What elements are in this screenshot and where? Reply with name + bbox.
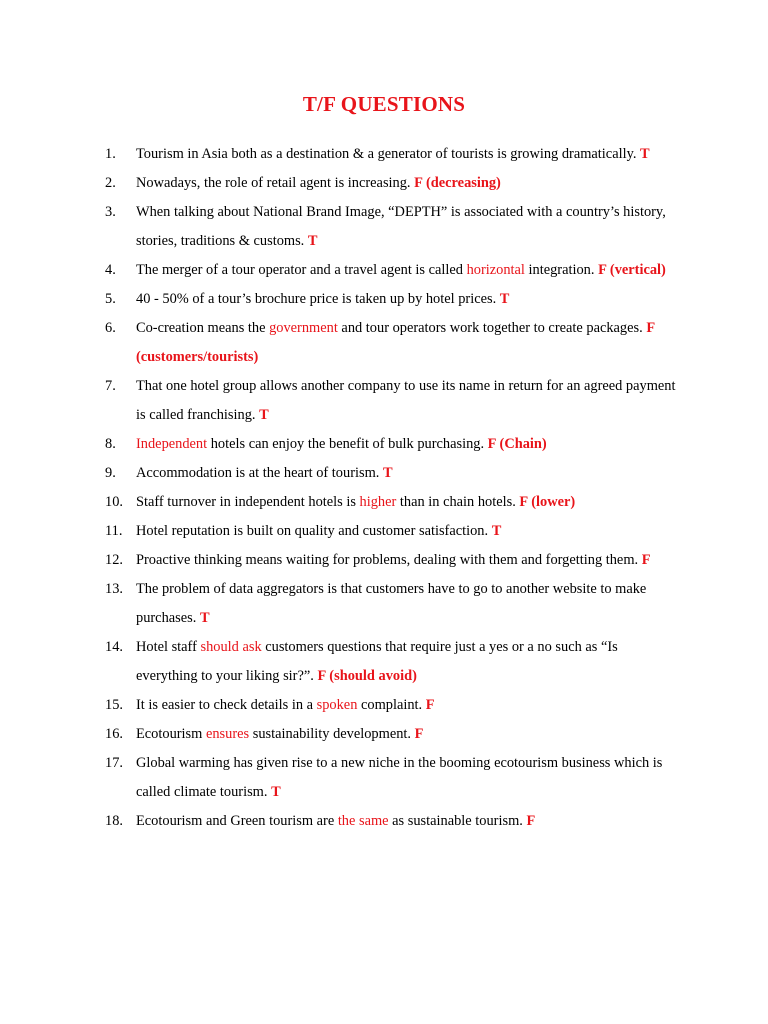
question-item xyxy=(105,256,680,285)
question-item xyxy=(105,488,680,517)
answer-label: F (decreasing) xyxy=(414,175,501,191)
answer-label: T xyxy=(640,146,650,162)
question-text xyxy=(136,575,680,633)
question-number: 3. xyxy=(105,204,116,220)
question-text xyxy=(136,807,680,836)
highlighted-term: the same xyxy=(337,813,389,829)
question-segment: integration. xyxy=(524,262,599,278)
highlighted-term: should ask xyxy=(200,639,262,655)
question-text xyxy=(136,169,680,198)
answer-label: F (should avoid) xyxy=(317,668,417,684)
question-number: 16. xyxy=(105,726,123,742)
question-text xyxy=(136,459,680,488)
answer-label: F (Chain) xyxy=(487,436,547,452)
question-segment: Accommodation is at the heart of tourism. xyxy=(136,465,383,481)
question-text xyxy=(136,285,680,314)
question-item xyxy=(105,720,680,749)
question-segment: Nowadays, the role of retail agent is increasing. xyxy=(136,175,415,191)
page-title: T/F QUESTIONS xyxy=(302,92,466,116)
question-item xyxy=(105,314,680,372)
question-number: 13. xyxy=(105,581,123,597)
answer-label: F xyxy=(414,726,424,742)
question-segment: Ecotourism and Green tourism are xyxy=(136,813,338,829)
question-item xyxy=(105,140,680,169)
highlighted-term: spoken xyxy=(316,697,358,713)
question-segment: Co-creation means the xyxy=(136,320,270,336)
question-item xyxy=(105,459,680,488)
question-segment: Proactive thinking means waiting for problems, dealing with them and forgetting them. xyxy=(136,552,642,568)
question-item xyxy=(105,691,680,720)
answer-label: F xyxy=(641,552,651,568)
question-item xyxy=(105,285,680,314)
question-text xyxy=(136,720,680,749)
question-segment: customers questions that require just a yes or a no such as “Is everything to your liking sir?”. xyxy=(136,639,618,684)
question-segment: sustainability development. xyxy=(249,726,415,742)
question-segment: Hotel staff xyxy=(136,639,201,655)
question-number: 8. xyxy=(105,436,116,452)
question-item xyxy=(105,169,680,198)
question-item xyxy=(105,749,680,807)
highlighted-term: ensures xyxy=(205,726,250,742)
question-number: 6. xyxy=(105,320,116,336)
question-item xyxy=(105,546,680,575)
question-segment: 40 - 50% of a tour’s brochure price is taken up by hotel prices. xyxy=(136,291,500,307)
highlighted-term: Independent xyxy=(136,436,208,452)
question-text xyxy=(136,488,680,517)
question-text xyxy=(136,633,680,691)
answer-label: T xyxy=(307,233,318,249)
question-number: 15. xyxy=(105,697,123,713)
question-number: 10. xyxy=(105,494,123,510)
answer-label: F xyxy=(425,697,435,713)
question-number: 4. xyxy=(105,262,116,278)
question-segment: as sustainable tourism. xyxy=(388,813,527,829)
question-text xyxy=(136,749,680,807)
question-segment: Global warming has given rise to a new niche in the booming ecotourism business which is called climate tourism. xyxy=(136,755,663,800)
question-number: 2. xyxy=(105,175,116,191)
question-number: 5. xyxy=(105,291,116,307)
question-segment: than in chain hotels. xyxy=(396,494,520,510)
question-list xyxy=(105,140,680,836)
question-item xyxy=(105,807,680,836)
answer-label: T xyxy=(499,291,510,307)
question-segment: The merger of a tour operator and a travel agent is called xyxy=(136,262,467,278)
question-text xyxy=(136,198,680,256)
question-segment: Staff turnover in independent hotels is xyxy=(136,494,360,510)
question-segment: It is easier to check details in a xyxy=(136,697,317,713)
question-item xyxy=(105,198,680,256)
question-segment: complaint. xyxy=(357,697,426,713)
question-item xyxy=(105,372,680,430)
highlighted-term: horizontal xyxy=(466,262,525,278)
question-segment: and tour operators work together to create packages. xyxy=(337,320,647,336)
question-item xyxy=(105,430,680,459)
question-number: 14. xyxy=(105,639,123,655)
question-segment: That one hotel group allows another company to use its name in return for an agreed payment is called franchising. xyxy=(136,378,676,423)
question-segment: Hotel reputation is built on quality and customer satisfaction. xyxy=(136,523,492,539)
question-segment: Tourism in Asia both as a destination & a generator of tourists is growing dramatically. xyxy=(136,146,641,162)
question-text xyxy=(136,256,680,285)
answer-label: T xyxy=(271,784,281,800)
answer-label: F (lower) xyxy=(519,494,576,510)
answer-label: T xyxy=(382,465,393,481)
question-text xyxy=(136,140,680,169)
question-text xyxy=(136,546,680,575)
question-number: 7. xyxy=(105,378,116,394)
question-number: 18. xyxy=(105,813,123,829)
answer-label: F (vertical) xyxy=(598,262,666,278)
highlighted-term: higher xyxy=(359,494,397,510)
answer-label: T xyxy=(491,523,502,539)
question-text xyxy=(136,430,680,459)
question-number: 1. xyxy=(105,146,116,162)
question-number: 11. xyxy=(105,523,123,539)
question-number: 9. xyxy=(105,465,116,481)
question-text xyxy=(136,372,680,430)
answer-label: T xyxy=(199,610,210,626)
question-segment: The problem of data aggregators is that customers have to go to another website to make purchases. xyxy=(136,581,647,626)
question-segment: Ecotourism xyxy=(136,726,206,742)
answer-label: F xyxy=(526,813,536,829)
question-number: 17. xyxy=(105,755,123,771)
question-segment: When talking about National Brand Image, “DEPTH” is associated with a country’s history, stories, traditions & customs. xyxy=(136,204,666,249)
question-item xyxy=(105,575,680,633)
question-item xyxy=(105,633,680,691)
highlighted-term: government xyxy=(269,320,338,336)
answer-label: T xyxy=(259,407,269,423)
question-text xyxy=(136,517,680,546)
question-segment: hotels can enjoy the benefit of bulk purchasing. xyxy=(207,436,488,452)
question-item xyxy=(105,517,680,546)
question-text xyxy=(136,314,680,372)
answer-label: F (customers/tourists) xyxy=(136,320,655,365)
question-text xyxy=(136,691,680,720)
question-number: 12. xyxy=(105,552,123,568)
